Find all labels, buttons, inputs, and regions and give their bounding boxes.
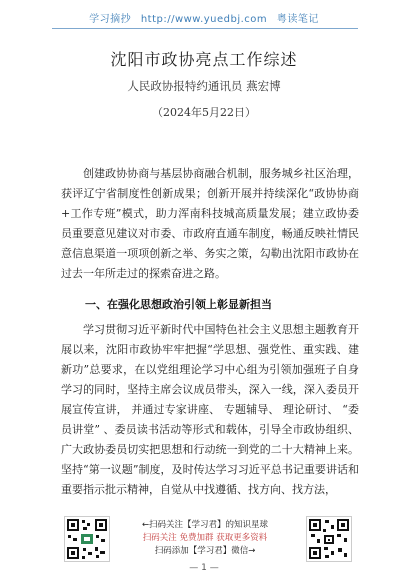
qr-code-icon xyxy=(307,517,351,561)
page-number: — 1 — xyxy=(189,563,219,573)
header-url[interactable]: http://www.yuedbj.com xyxy=(140,14,268,25)
article-title: 沈阳市政协亮点工作综述 xyxy=(110,50,298,69)
header-left-label: 学习摘抄 xyxy=(89,14,132,25)
promo-line-3: 扫码添加【学习君】微信→ xyxy=(154,546,256,556)
qr-code-knowledge-planet[interactable] xyxy=(64,516,110,562)
qr-code-wechat[interactable] xyxy=(306,516,352,562)
header-right-label: 粤读笔记 xyxy=(276,14,319,25)
promo-line-1: ←扫码关注【学习君】的知识星球 xyxy=(141,520,269,530)
section-heading: 一、在强化思想政治引领上彰显新担当 xyxy=(85,298,272,311)
promo-text xyxy=(110,519,300,558)
qr-code-icon xyxy=(65,517,109,561)
header-divider xyxy=(52,28,358,29)
page-header xyxy=(0,10,408,25)
body-paragraph-2: 学习贯彻习近平新时代中国特色社会主义思想主题教育开展以来，沈阳市政协牢牢把握“学思想、强党性、重实践、建新功”总要求，在以党组理论学习中心组为引领加强班子自身学习的同时，坚持主席会议成员带头，深入一线，深入委员开展宣传宣讲， 并通过专家讲座、 专题辅导、 理论研讨、 “委员讲堂” 、委员读书活动等形式和载体，引导全市政协组织、广大政协委员切实把思想和行动统一到党的二十大精神上来。坚持“第一议题”制度，及时传达学习习近平总书记重要讲话和重要指示批示精神，自觉从中找遵循、找方向、找方法， xyxy=(61,323,359,496)
article-byline: 人民政协报特约通讯员 燕宏博 xyxy=(127,79,281,93)
body-paragraph-1: 创建政协协商与基层协商融合机制，服务城乡社区治理，获评辽宁省制度性创新成果；创新开展并持续深化“政协协商+工作专班”模式，助力浑南科技城高质量发展；建立政协委员重要意见建议对市委、市政府直通车制度，畅通反映社情民意信息渠道一项项创新之举、务实之策，勾勒出沈阳市政协在过去一年所走过的探索奋进之路。 xyxy=(61,167,359,280)
promo-line-2: 扫码关注 免费加群 获取更多资料 xyxy=(142,533,268,543)
article-date: （2024年5月22日） xyxy=(152,106,256,119)
